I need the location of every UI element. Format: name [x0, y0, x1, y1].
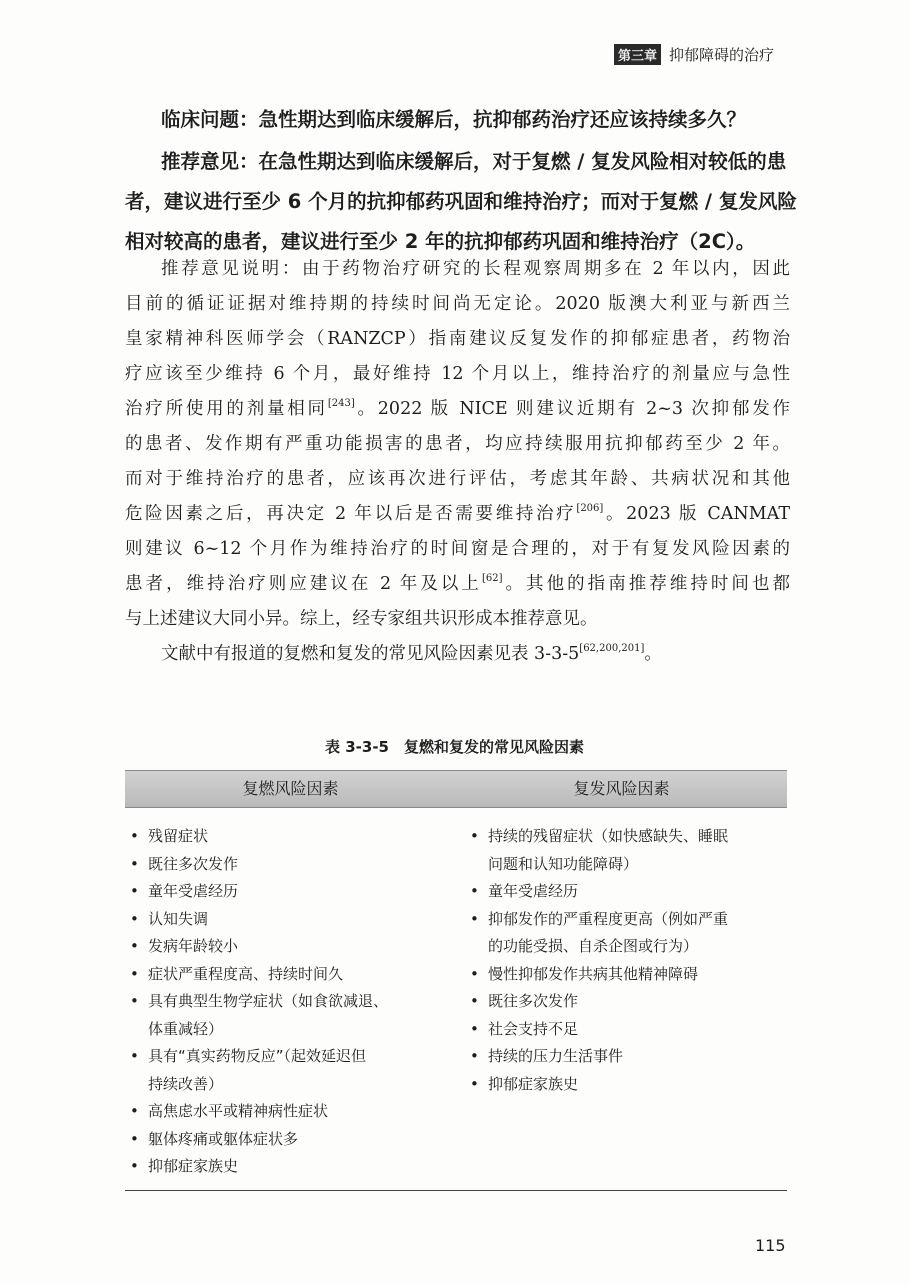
factor-item: • 抑郁症家族史	[470, 1071, 728, 1099]
citation: [62,200,201]	[579, 643, 645, 654]
text-segment: 治疗所使用的剂量相同	[125, 399, 328, 419]
factor-item: • 残留症状	[130, 823, 388, 851]
factor-item-continued: 问题和认知功能障碍）	[488, 854, 639, 873]
factor-item: • 躯体疼痛或躯体症状多	[130, 1126, 388, 1154]
text-segment: 。其他的指南推荐维持时间也都	[502, 574, 790, 594]
body-line	[125, 497, 790, 532]
body-line	[125, 637, 790, 672]
factor-item: • 童年受虐经历	[470, 878, 728, 906]
text-segment: 皇家精神科医师学会（RANZCP）指南建议反复发作的抑郁症患者，药物治	[125, 329, 790, 349]
factor-item: • 既往多次发作	[470, 988, 728, 1016]
header-relapse: 复燃风险因素	[242, 779, 339, 798]
factor-item: • 童年受虐经历	[130, 878, 388, 906]
body-line	[125, 462, 790, 497]
body-line	[125, 252, 790, 287]
clinical-question	[125, 100, 790, 140]
table-title: 表 3-3-5 复燃和复发的常见风险因素	[325, 738, 584, 756]
text-segment: 。	[644, 644, 662, 664]
relapse-factors	[130, 823, 388, 1181]
text-segment: 。2022 版 NICE 则建议近期有 2~3 次抑郁发作	[354, 399, 791, 419]
text-segment: 而对于维持治疗的患者，应该再次进行评估，考虑其年龄、共病状况和其他	[125, 469, 790, 489]
table-bottom-rule	[125, 1190, 787, 1191]
citation: [62]	[481, 573, 503, 584]
body-line	[125, 567, 790, 602]
body-line	[125, 322, 790, 357]
text-segment: 文献中有报道的复燃和复发的常见风险因素见表 3-3-5	[161, 644, 580, 664]
text-segment: 患者，维持治疗则应建议在 2 年及以上	[125, 574, 482, 594]
factor-item-continued: 体重减轻）	[148, 1019, 224, 1038]
body-line	[125, 602, 790, 637]
body-line	[125, 427, 790, 462]
text-segment: 疗应该至少维持 6 个月，最好维持 12 个月以上，维持治疗的剂量应与急性	[125, 364, 790, 384]
factor-item: • 具有“真实药物反应”（起效延迟但	[130, 1043, 388, 1071]
text-segment: 。2023 版 CANMAT	[603, 504, 790, 524]
body-line	[125, 532, 790, 567]
factor-item: • 具有典型生物学症状（如食欲减退、	[130, 988, 388, 1016]
chapter-title: 抑郁障碍的治疗	[669, 46, 775, 64]
body-line	[125, 357, 790, 392]
factor-item: • 抑郁发作的严重程度更高（例如严重	[470, 906, 728, 934]
factor-item: • 高焦虑水平或精神病性症状	[130, 1098, 388, 1126]
factor-item: • 症状严重程度高、持续时间久	[130, 961, 388, 989]
table-header	[125, 770, 787, 808]
running-header	[614, 44, 774, 65]
factor-item: • 认知失调	[130, 906, 388, 934]
factor-item-continued: 的功能受损、自杀企图或行为）	[488, 937, 699, 955]
header-recurrence: 复发风险因素	[573, 779, 670, 798]
text-segment: 推荐意见说明：由于药物治疗研究的长程观察周期多在 2 年以内，因此	[161, 259, 790, 279]
text-segment: 的患者、发作期有严重功能损害的患者，均应持续服用抗抑郁药至少 2 年。	[125, 434, 790, 454]
factor-item: • 慢性抑郁发作共病其他精神障碍	[470, 961, 728, 989]
factor-item: • 抑郁症家族史	[130, 1153, 388, 1181]
recommendation-line: 推荐意见：在急性期达到临床缓解后，对于复燃 / 复发风险相对较低的患	[161, 150, 787, 173]
chapter-label: 第三章	[614, 44, 661, 65]
body-text	[125, 252, 790, 672]
factor-item: • 既往多次发作	[130, 851, 388, 879]
question-line: 临床问题：急性期达到临床缓解后，抗抑郁药治疗还应该持续多久？	[161, 108, 747, 131]
factor-item: • 持续的残留症状（如快感缺失、睡眠	[470, 823, 728, 851]
text-segment: 与上述建议大同小异。综上，经专家组共识形成本推荐意见。	[125, 609, 598, 629]
citation: [206]	[576, 503, 604, 514]
citation: [243]	[327, 398, 355, 409]
text-segment: 目前的循证证据对维持期的持续时间尚无定论。2020 版澳大利亚与新西兰	[125, 294, 790, 314]
recurrence-factors	[470, 823, 728, 1098]
text-segment: 则建议 6~12 个月作为维持治疗的时间窗是合理的，对于有复发风险因素的	[125, 539, 790, 559]
recommendation-line: 者，建议进行至少 6 个月的抗抑郁药巩固和维持治疗；而对于复燃 / 复发风险	[125, 190, 797, 213]
recommendation-line: 相对较高的患者，建议进行至少 2 年的抗抑郁药巩固和维持治疗（2C）。	[125, 230, 756, 253]
factor-item: • 持续的压力生活事件	[470, 1043, 728, 1071]
recommendation	[125, 142, 797, 262]
factor-item-continued: 持续改善）	[148, 1074, 224, 1093]
text-segment: 危险因素之后，再决定 2 年以后是否需要维持治疗	[125, 504, 577, 524]
page-number: 115	[755, 1236, 786, 1255]
factor-item: • 社会支持不足	[470, 1016, 728, 1044]
factor-item: • 发病年龄较小	[130, 933, 388, 961]
body-line	[125, 392, 790, 427]
body-line	[125, 287, 790, 322]
